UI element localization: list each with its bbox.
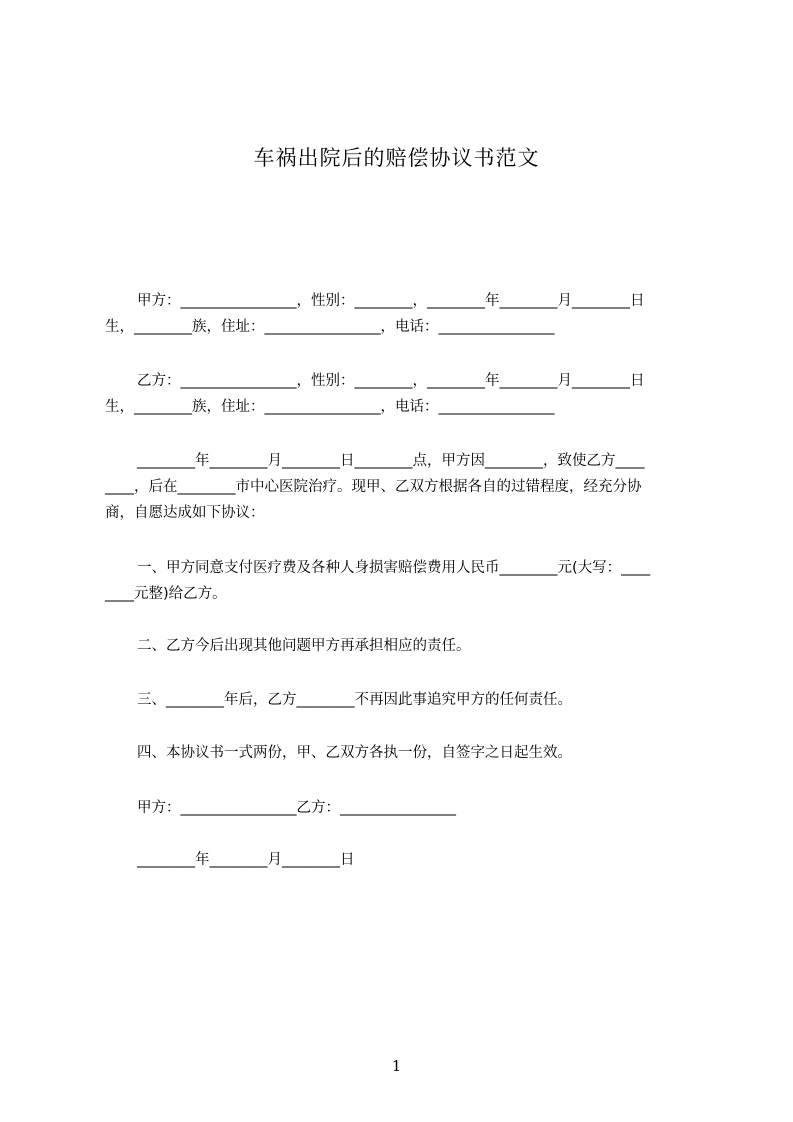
incident-paragraph <box>105 448 703 526</box>
clause-2-text: 二、乙方今后出现其他问题甲方再承担相应的责任。 <box>137 638 471 654</box>
party-b-info-line-1: 乙方：________________，性别：________，________年________月________日 <box>137 373 645 389</box>
date-block <box>105 847 703 873</box>
clause-1-line-2: ____元整)给乙方。 <box>105 586 227 602</box>
party-a-info-line-2: 生，________族，住址：________________，电话：________________ <box>105 319 555 335</box>
incident-line-3: 商，自愿达成如下协议： <box>105 505 265 521</box>
clause-4-text: 四、本协议书一式两份，甲、乙双方各执一份，自签字之日起生效。 <box>137 745 572 761</box>
document-title: 车祸出院后的赔偿协议书范文 <box>253 146 540 170</box>
incident-line-2: ____，后在________市中心医院治疗。现甲、乙双方根据各自的过错程度，经充分协 <box>105 479 642 495</box>
date-line: ________年________月________日 <box>137 852 355 868</box>
party-b-info-line-2: 生，________族，住址：________________，电话：________________ <box>105 399 555 415</box>
clause-3 <box>105 687 703 713</box>
clause-2 <box>105 633 703 659</box>
clause-1-line-1: 一、甲方同意支付医疗费及各种人身损害赔偿费用人民币________元(大写：____ <box>137 560 651 576</box>
party-b-info <box>105 368 703 420</box>
signature-block <box>105 795 703 821</box>
clause-3-text: 三、________年后，乙方________不再因此事追究甲方的任何责任。 <box>137 692 572 708</box>
party-a-info-line-1: 甲方：________________，性别：________，________年________月________日 <box>137 293 645 309</box>
signature-line: 甲方：________________乙方：________________ <box>137 800 456 816</box>
clause-1 <box>105 555 703 607</box>
incident-line-1: ________年________月________日________点，甲方因________，致使乙方____ <box>137 453 645 469</box>
party-a-info <box>105 288 703 340</box>
clause-4 <box>105 740 703 766</box>
page-number: 1 <box>391 1057 402 1075</box>
